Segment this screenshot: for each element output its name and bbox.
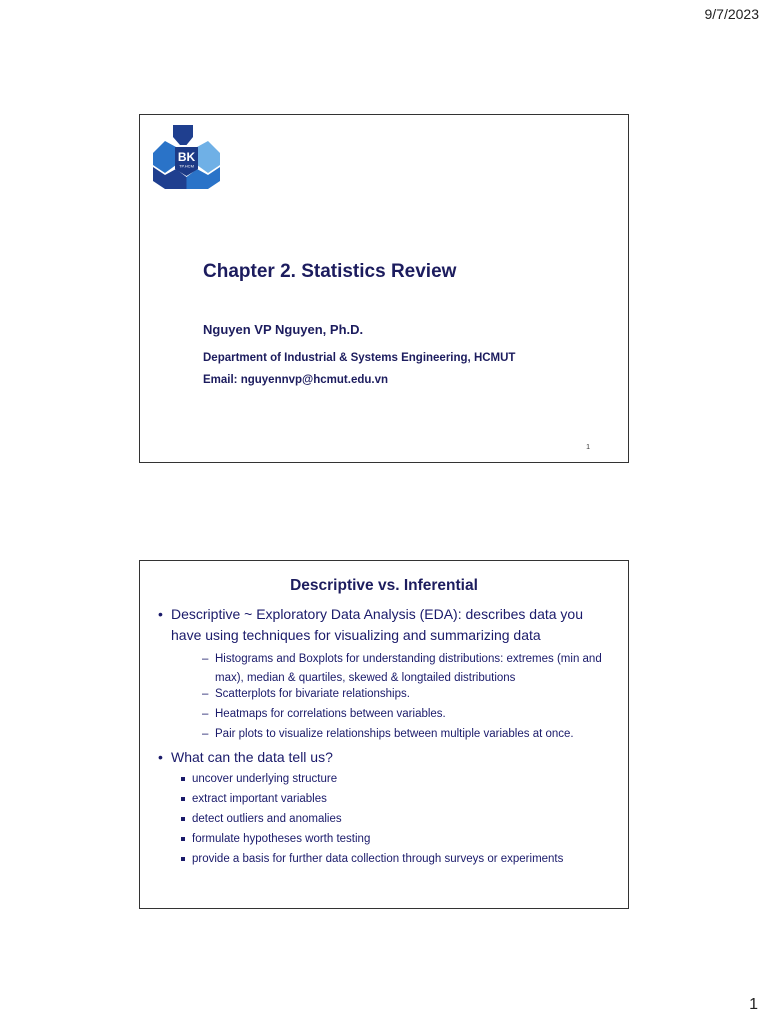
sub-bullet-square (180, 771, 616, 787)
dash-marker: – (202, 708, 209, 720)
dash-marker: – (202, 728, 209, 740)
sub-bullet-text: formulate hypotheses worth testing (192, 833, 371, 845)
slide-title: Chapter 2. Statistics Review (203, 261, 457, 282)
page-number: 1 (749, 996, 758, 1013)
bullet-dot: • (158, 606, 163, 622)
bullet-what-can-data-tell (158, 747, 616, 768)
sub-bullet-text: uncover underlying structure (192, 773, 338, 785)
square-marker (181, 817, 185, 821)
sub-bullet-square (180, 851, 616, 867)
logo-subtext: TP.HCM (179, 163, 194, 169)
sub-bullet-square (180, 811, 616, 827)
sub-bullet (202, 685, 614, 704)
department: Department of Industrial & Systems Engineering, HCMUT (203, 352, 516, 364)
square-marker (181, 777, 185, 781)
sub-bullet-text: Scatterplots for bivariate relationships. (215, 688, 410, 700)
bullet-text: What can the data tell us? (171, 749, 333, 765)
square-marker (181, 837, 185, 841)
email: Email: nguyennvp@hcmut.edu.vn (203, 374, 389, 386)
bullet-text: Descriptive ~ Exploratory Data Analysis (EDA): describes data you have using techniques for visualizing and summarizing data (171, 606, 584, 643)
sub-bullet (202, 705, 614, 724)
dash-marker: – (202, 688, 209, 700)
square-marker (181, 797, 185, 801)
logo-text: BK (177, 150, 196, 164)
slide-number: 1 (586, 444, 590, 451)
dash-marker: – (202, 653, 209, 665)
sub-bullet-text: extract important variables (192, 793, 327, 805)
logo-right-hex (197, 141, 220, 173)
sub-bullet-text: provide a basis for further data collection through surveys or experiments (192, 853, 564, 865)
square-marker (181, 857, 185, 861)
sub-bullet (202, 725, 614, 744)
sub-bullet-text: Heatmaps for correlations between variables. (215, 708, 446, 720)
slide-2 (139, 560, 629, 909)
bk-university-logo (153, 125, 220, 189)
author-name: Nguyen VP Nguyen, Ph.D. (203, 322, 364, 337)
bullet-descriptive (158, 604, 616, 646)
print-date: 9/7/2023 (704, 6, 759, 22)
sub-bullet-text: Histograms and Boxplots for understanding distributions: extremes (min and max), median & quartiles, skewed & longtailed distributions (215, 653, 602, 684)
slide-1 (139, 114, 629, 463)
bullet-dot: • (158, 749, 163, 765)
sub-bullet-text: detect outliers and anomalies (192, 813, 342, 825)
sub-bullet-square (180, 831, 616, 847)
sub-bullet-text: Pair plots to visualize relationships between multiple variables at once. (215, 728, 574, 740)
logo-top-hex (173, 125, 193, 145)
sub-bullet (202, 650, 614, 688)
logo-left-hex (153, 141, 176, 173)
slide-title: Descriptive vs. Inferential (290, 577, 478, 594)
sub-bullet-square (180, 791, 616, 807)
